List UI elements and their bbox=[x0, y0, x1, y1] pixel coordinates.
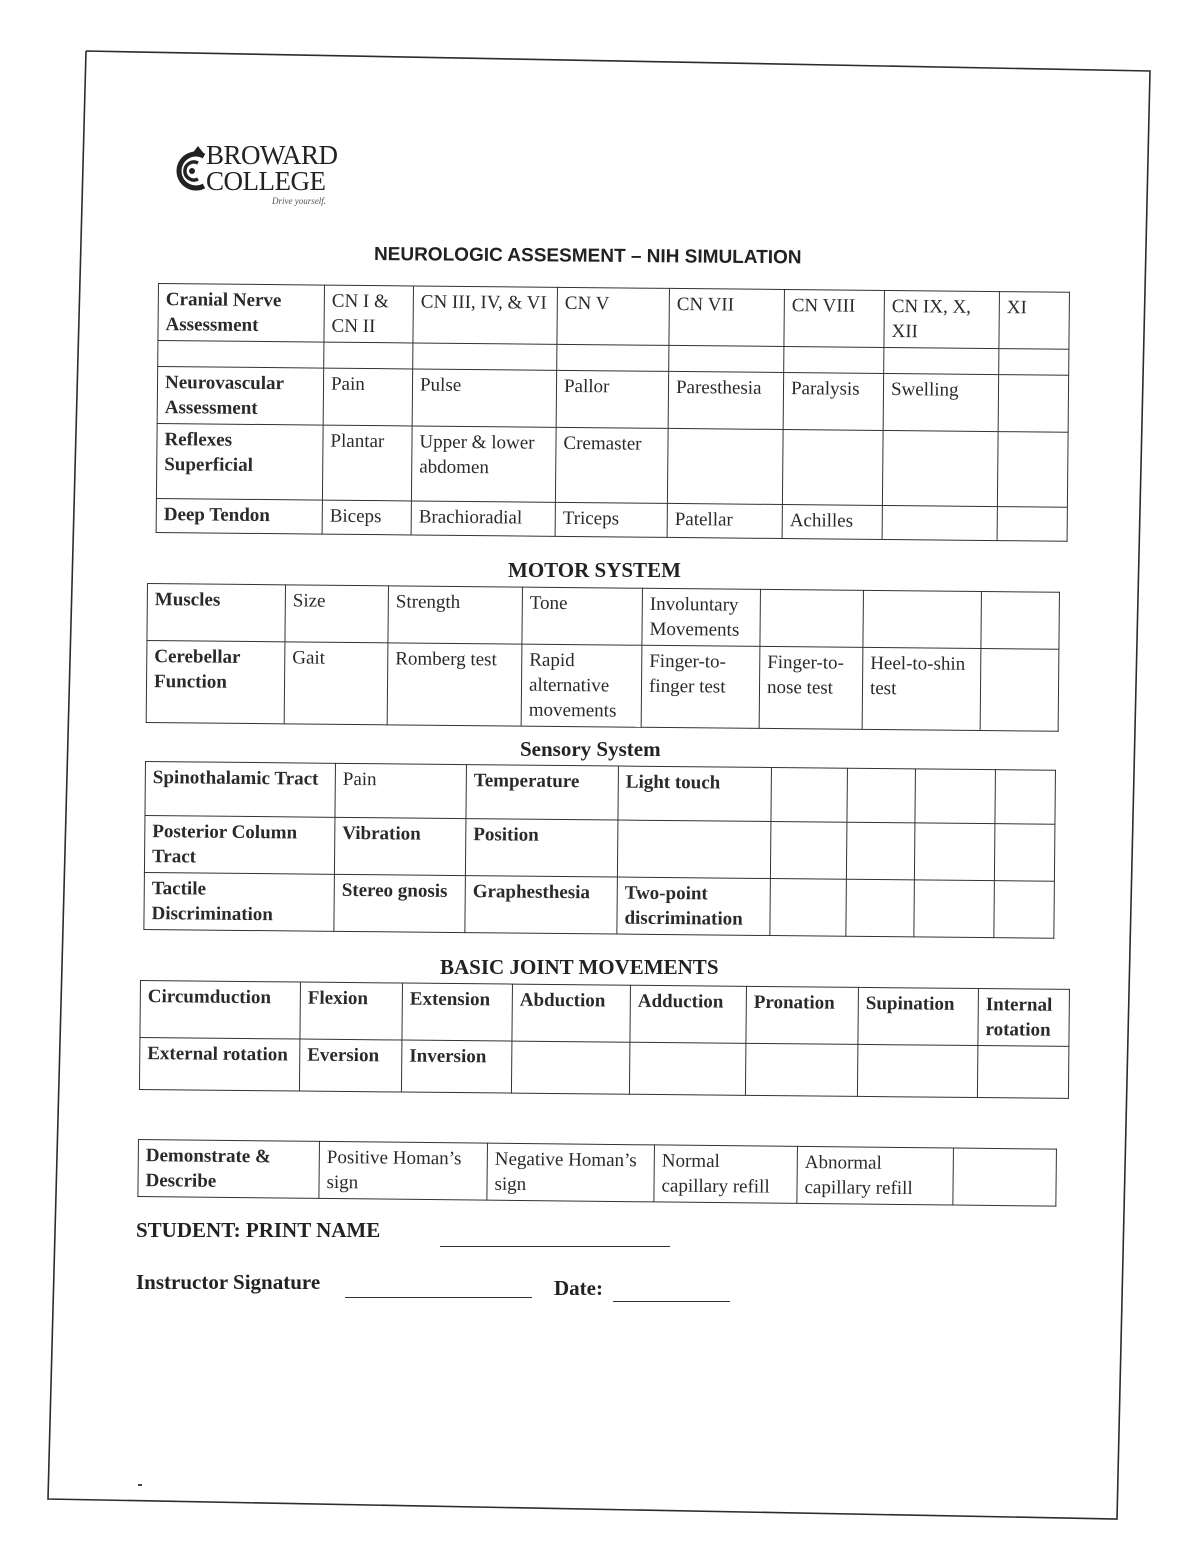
table-cell: Brachioradial bbox=[411, 501, 555, 536]
motor-system-table bbox=[146, 583, 1060, 732]
table-cell: Stereo gnosis bbox=[334, 874, 466, 932]
table-cell: CN III, IV, & VI bbox=[413, 286, 558, 344]
table-cell: External rotation bbox=[139, 1038, 299, 1092]
table-cell: Strength bbox=[388, 586, 523, 644]
table-cell: Swelling bbox=[883, 373, 999, 431]
table-cell: CN VII bbox=[669, 288, 785, 346]
date-line[interactable] bbox=[613, 1301, 730, 1302]
table-cell: Extension bbox=[402, 983, 513, 1041]
table-row bbox=[147, 584, 1060, 650]
blank-cell[interactable] bbox=[994, 824, 1055, 882]
logo-line-2: COLLEGE bbox=[206, 166, 326, 196]
table-cell: Pallor bbox=[556, 370, 669, 428]
row-header-cell: Cerebellar Function bbox=[146, 641, 285, 724]
table-cell: CN V bbox=[557, 287, 670, 345]
table-cell: Size bbox=[285, 585, 389, 643]
document-title: NEUROLOGIC ASSESMENT – NIH SIMULATION bbox=[373, 244, 802, 269]
blank-cell[interactable] bbox=[999, 349, 1069, 376]
table-row bbox=[144, 816, 1055, 882]
blank-cell[interactable] bbox=[413, 343, 557, 370]
table-row bbox=[139, 1038, 1068, 1099]
table-cell: Pulse bbox=[412, 369, 557, 427]
blank-cell[interactable] bbox=[617, 820, 771, 878]
table-cell: Graphesthesia bbox=[465, 876, 618, 934]
table-cell: Normal capillary refill bbox=[654, 1145, 798, 1203]
table-cell: Rapid alternative movements bbox=[521, 644, 642, 727]
blank-cell[interactable] bbox=[667, 428, 783, 504]
table-cell: Flexion bbox=[300, 982, 403, 1040]
blank-cell[interactable] bbox=[511, 1041, 629, 1094]
scan-speck bbox=[138, 1484, 142, 1486]
blank-cell[interactable] bbox=[857, 1044, 977, 1097]
table-cell: CN I & CN II bbox=[324, 285, 414, 343]
blank-cell[interactable] bbox=[158, 341, 324, 369]
table-cell: Abduction bbox=[512, 984, 631, 1042]
instructor-signature-label: Instructor Signature bbox=[136, 1270, 321, 1294]
table-cell: Inversion bbox=[401, 1040, 511, 1093]
row-header-cell: Tactile Discrimination bbox=[144, 872, 335, 931]
college-logo bbox=[168, 140, 358, 212]
blank-cell[interactable] bbox=[784, 347, 884, 374]
blank-cell[interactable] bbox=[994, 881, 1055, 939]
table-cell: Negative Homan’s sign bbox=[487, 1143, 655, 1202]
table-row bbox=[158, 284, 1070, 350]
row-header-cell: Posterior Column Tract bbox=[144, 816, 335, 875]
table-cell: Vibration bbox=[334, 817, 466, 875]
table-row bbox=[140, 981, 1070, 1047]
table-cell: Adduction bbox=[630, 985, 747, 1043]
blank-cell[interactable] bbox=[884, 347, 999, 374]
table-cell: Paresthesia bbox=[668, 371, 784, 429]
blank-cell[interactable] bbox=[882, 505, 997, 540]
student-print-name-label: STUDENT: PRINT NAME bbox=[136, 1218, 381, 1242]
table-cell: Positive Homan’s sign bbox=[319, 1141, 488, 1200]
table-cell: Romberg test bbox=[387, 643, 522, 726]
student-name-line[interactable] bbox=[440, 1246, 670, 1247]
table-cell: Patellar bbox=[667, 503, 782, 538]
joint-movements-title: BASIC JOINT MOVEMENTS bbox=[440, 955, 719, 979]
blank-cell[interactable] bbox=[782, 430, 883, 506]
table-cell: Achilles bbox=[782, 505, 882, 540]
table-cell: Plantar bbox=[322, 425, 412, 501]
row-header-cell: Muscles bbox=[147, 584, 286, 642]
table-cell: Eversion bbox=[299, 1039, 401, 1092]
table-cell: Triceps bbox=[555, 502, 667, 537]
blank-cell[interactable] bbox=[977, 1046, 1068, 1099]
table-cell: Upper & lower abdomen bbox=[411, 426, 556, 502]
table-cell: Finger-to-nose test bbox=[759, 646, 863, 729]
table-cell: Supination bbox=[858, 987, 979, 1045]
table-row bbox=[146, 641, 1059, 732]
table-cell: Pain bbox=[323, 368, 413, 426]
table-cell: Internal rotation bbox=[978, 989, 1070, 1047]
demonstrate-describe-table bbox=[137, 1139, 1057, 1207]
table-row bbox=[138, 1140, 1057, 1207]
blank-cell[interactable] bbox=[770, 879, 847, 937]
table-cell: Position bbox=[465, 819, 618, 877]
table-cell: Circumduction bbox=[140, 981, 301, 1040]
blank-cell[interactable] bbox=[915, 769, 996, 824]
date-label: Date: bbox=[554, 1276, 603, 1300]
logo-line-1: BROWARD bbox=[206, 140, 338, 170]
table-cell: Abnormal capillary refill bbox=[797, 1146, 954, 1205]
instructor-signature-line[interactable] bbox=[345, 1297, 532, 1298]
table-row bbox=[156, 423, 1068, 507]
blank-cell[interactable] bbox=[324, 342, 413, 369]
table-cell: Gait bbox=[284, 642, 388, 725]
blank-cell[interactable] bbox=[998, 375, 1069, 433]
sensory-system-table bbox=[143, 761, 1056, 939]
blank-cell[interactable] bbox=[914, 823, 995, 881]
table-cell: Tone bbox=[522, 587, 643, 645]
table-cell: Pronation bbox=[746, 986, 859, 1044]
row-header-cell: Spinothalamic Tract bbox=[145, 762, 336, 818]
table-row bbox=[144, 872, 1055, 938]
table-cell: CN VIII bbox=[784, 290, 885, 348]
blank-cell[interactable] bbox=[745, 1043, 857, 1096]
blank-cell[interactable] bbox=[980, 649, 1059, 732]
row-header-cell: Deep Tendon bbox=[156, 498, 322, 534]
row-header-cell: Reflexes Superficial bbox=[156, 423, 323, 500]
table-row bbox=[157, 367, 1069, 433]
row-header-cell: Demonstrate & Describe bbox=[138, 1140, 320, 1199]
blank-cell[interactable] bbox=[846, 879, 915, 937]
blank-cell[interactable] bbox=[995, 770, 1056, 825]
table-cell: Biceps bbox=[322, 500, 411, 535]
blank-cell[interactable] bbox=[953, 1148, 1057, 1206]
blank-cell[interactable] bbox=[760, 589, 864, 647]
blank-cell[interactable] bbox=[771, 768, 848, 823]
table-cell: Cremaster bbox=[555, 427, 668, 503]
blank-cell[interactable] bbox=[914, 880, 995, 938]
table-cell: Heel-to-shin test bbox=[862, 647, 981, 730]
blank-cell[interactable] bbox=[629, 1042, 745, 1095]
table-cell: Temperature bbox=[466, 765, 619, 820]
blank-cell[interactable] bbox=[770, 822, 847, 880]
blank-cell[interactable] bbox=[557, 344, 669, 371]
sensory-system-title: Sensory System bbox=[520, 737, 661, 761]
table-cell: CN IX, X, XII bbox=[884, 290, 1000, 348]
blank-cell[interactable] bbox=[882, 430, 998, 506]
blank-cell[interactable] bbox=[863, 590, 982, 648]
joint-movements-table bbox=[139, 980, 1070, 1099]
table-cell: Involuntary Movements bbox=[642, 588, 761, 646]
row-header-cell: Cranial Nerve Assessment bbox=[158, 284, 325, 343]
logo-tagline: Drive yourself. bbox=[272, 196, 326, 206]
blank-cell[interactable] bbox=[981, 592, 1060, 650]
table-row bbox=[145, 762, 1055, 825]
blank-cell[interactable] bbox=[997, 432, 1068, 508]
motor-system-title: MOTOR SYSTEM bbox=[508, 558, 681, 582]
cranial-nerve-table bbox=[156, 283, 1070, 542]
table-cell: Finger-to-finger test bbox=[641, 645, 760, 728]
blank-cell[interactable] bbox=[847, 768, 916, 823]
table-cell: Two-point discrimination bbox=[617, 877, 771, 935]
blank-cell[interactable] bbox=[846, 822, 915, 880]
table-cell: Paralysis bbox=[783, 373, 884, 431]
row-header-cell: Neurovascular Assessment bbox=[157, 367, 324, 426]
table-cell: Pain bbox=[335, 763, 467, 818]
table-cell: Light touch bbox=[618, 766, 772, 821]
blank-cell[interactable] bbox=[997, 507, 1067, 542]
table-cell: XI bbox=[999, 292, 1070, 350]
blank-cell[interactable] bbox=[669, 345, 784, 372]
